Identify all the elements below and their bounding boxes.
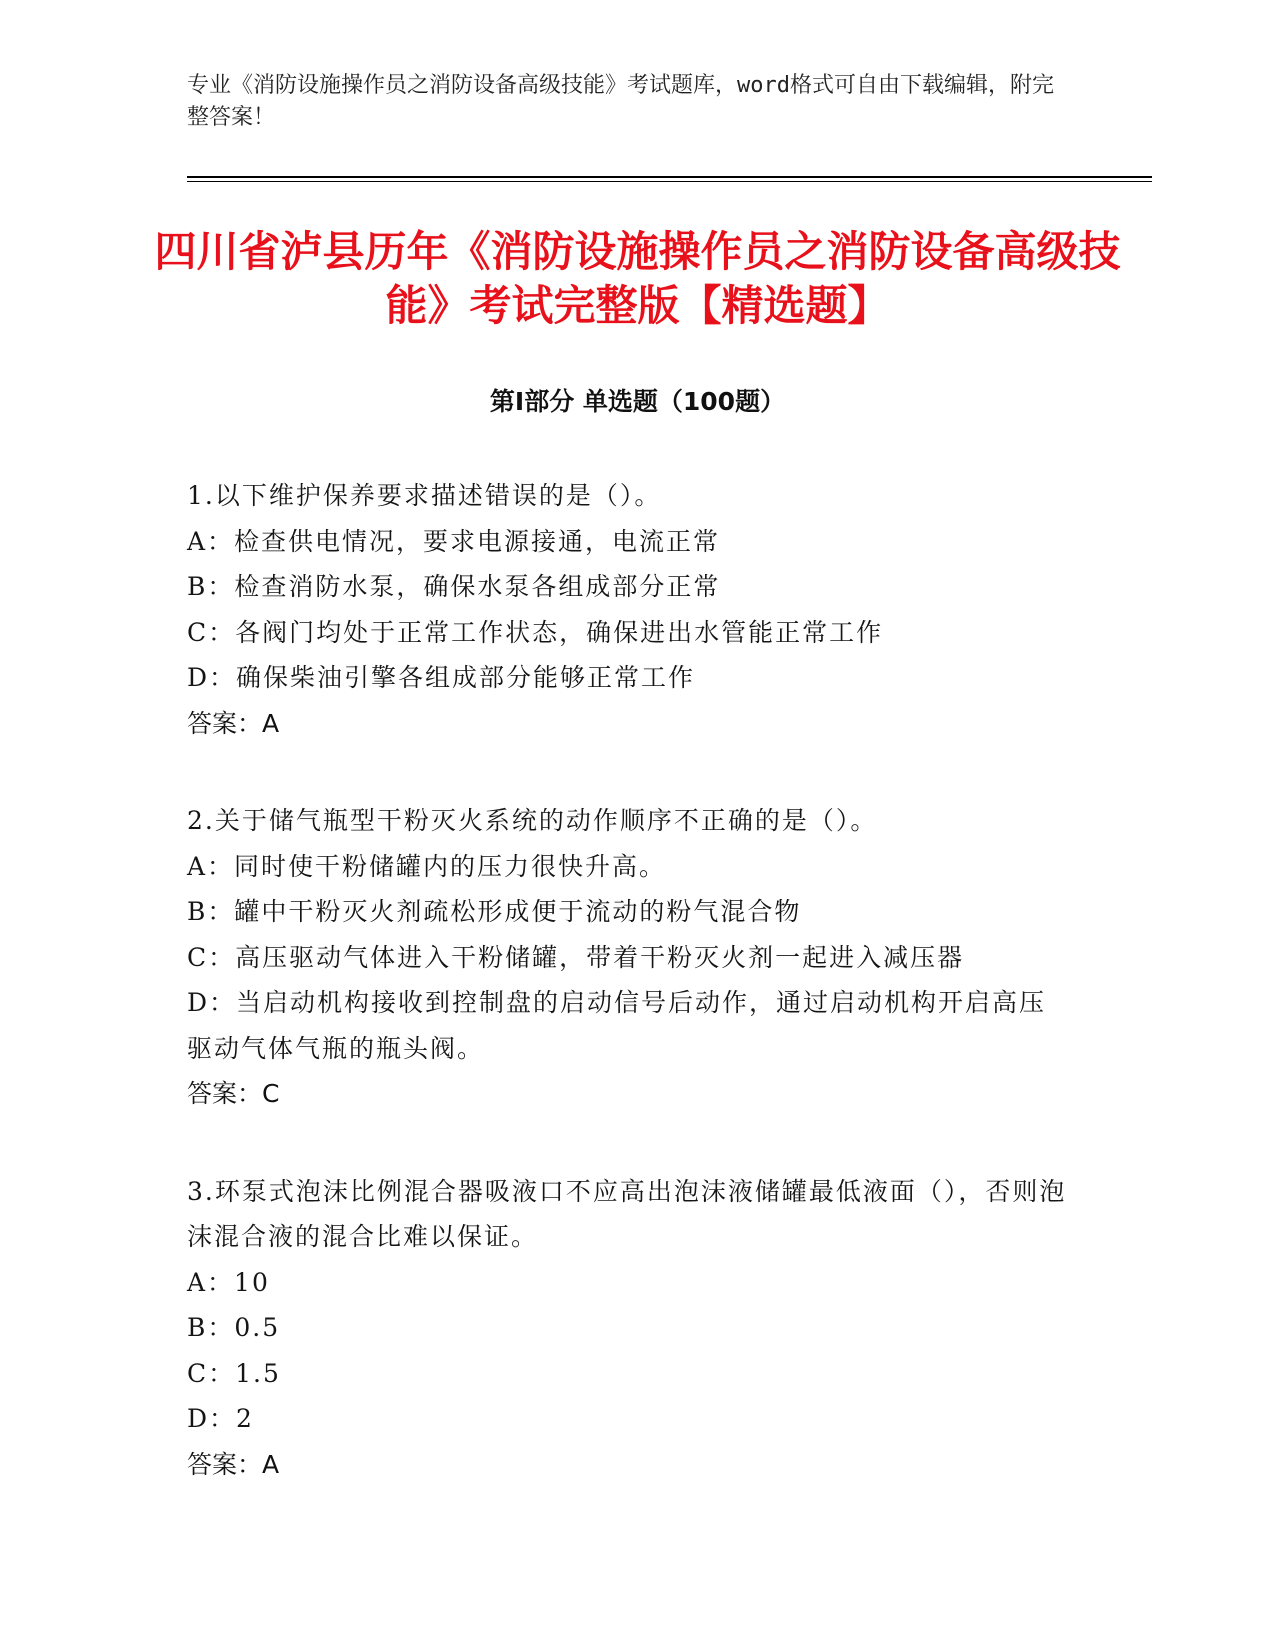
question-1 [187,473,1067,746]
question-stem: 1.以下维护保养要求描述错误的是（）。 [187,481,662,510]
question-list [187,473,1067,1539]
option-d: D：当启动机构接收到控制盘的启动信号后动作，通过启动机构开启高压驱动气体气瓶的瓶头阀。 [187,988,1047,1063]
question-stem: 2.关于储气瓶型干粉灭火系统的动作顺序不正确的是（）。 [187,806,878,835]
section-heading: 第Ⅰ部分 单选题（100题） [489,387,786,416]
option-c: C：各阀门均处于正常工作状态，确保进出水管能正常工作 [187,617,884,647]
option-c: C：高压驱动气体进入干粉储罐，带着干粉灭火剂一起进入减压器 [187,942,965,972]
header-divider-thick [187,176,1152,178]
option-c: C：1.5 [187,1358,281,1388]
option-a: A：检查供电情况，要求电源接通，电流正常 [187,526,721,556]
header-note: 专业《消防设施操作员之消防设备高级技能》考试题库，word格式可自由下载编辑，附完整答案！ [187,73,1054,130]
option-a: A：同时使干粉储罐内的压力很快升高。 [187,851,667,881]
question-3 [187,1169,1067,1488]
answer: 答案：A [187,1449,280,1479]
option-d: D：2 [187,1404,254,1433]
option-b: B：0.5 [187,1313,281,1342]
answer: 答案：A [187,708,280,738]
option-b: B：检查消防水泵，确保水泵各组成部分正常 [187,572,721,601]
question-stem: 3.环泵式泡沫比例混合器吸液口不应高出泡沫液储罐最低液面（），否则泡沫混合液的混合比难以保证。 [187,1176,1067,1251]
answer: 答案：C [187,1079,280,1108]
option-d: D：确保柴油引擎各组成部分能够正常工作 [187,663,696,692]
document-title: 四川省泸县历年《消防设施操作员之消防设备高级技能》考试完整版【精选题】 [154,227,1121,330]
header-divider-thin [187,181,1152,182]
option-b: B：罐中干粉灭火剂疏松形成便于流动的粉气混合物 [187,897,802,926]
question-2 [187,798,1067,1117]
option-a: A：10 [187,1267,270,1297]
